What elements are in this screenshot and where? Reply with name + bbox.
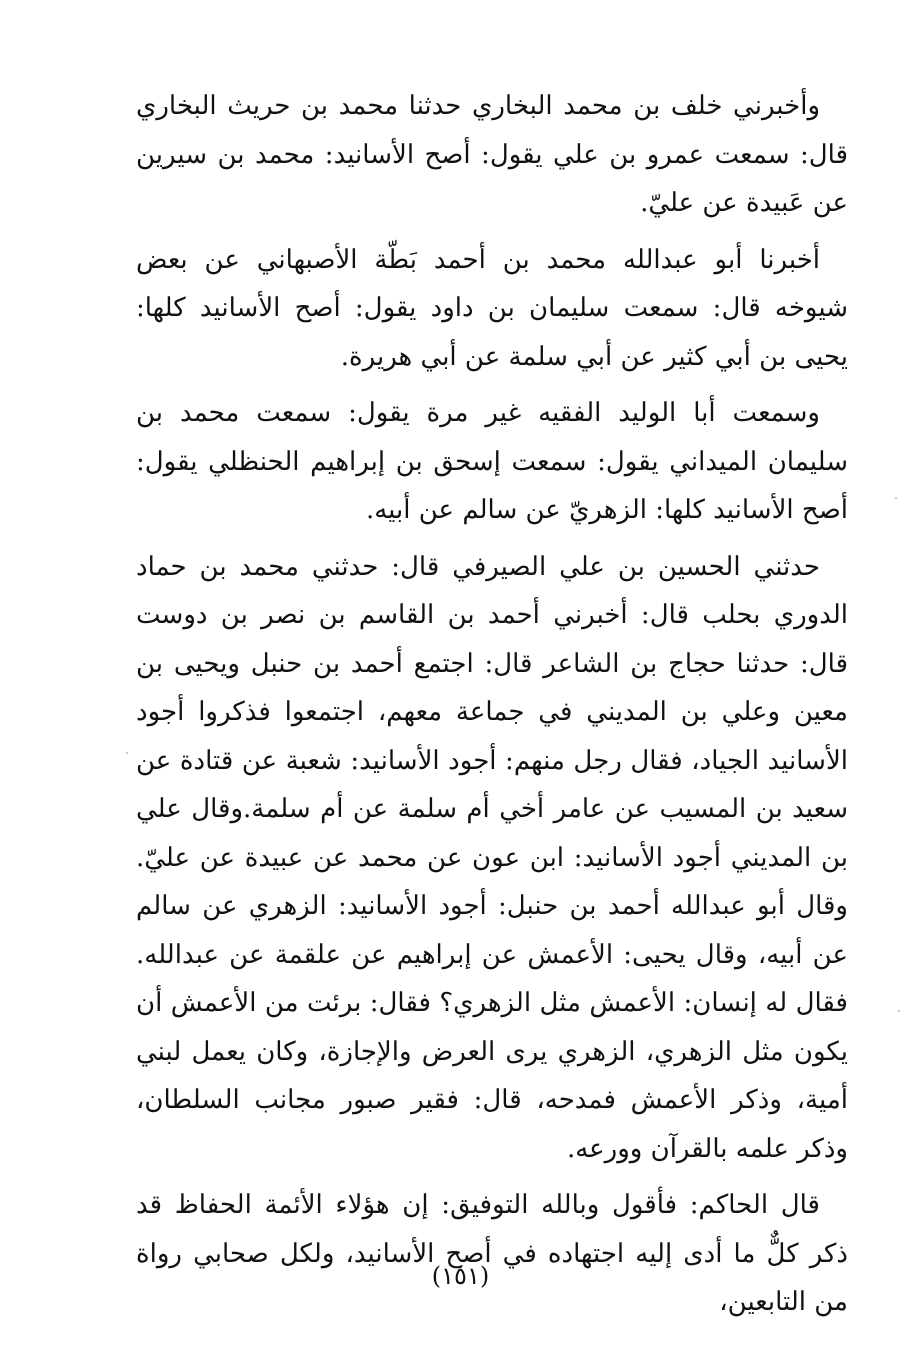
scan-speck [126, 752, 128, 754]
paragraph-5: قال الحاكم: فأقول وبالله التوفيق: إن هؤلاء الأئمة الحفاظ قد ذكر كلٌّ ما أدى إليه اجتهاده في أصح الأسانيد، ولكل صحابي رواة من التابعين، [136, 1190, 848, 1317]
body-text [136, 82, 848, 1335]
paragraph-2: أخبرنا أبو عبدالله محمد بن أحمد بَطّة الأصبهاني عن بعض شيوخه قال: سمعت سليمان بن داود يقول: أصح الأسانيد كلها: يحيى بن أبي كثير عن أبي سلمة عن أبي هريرة. [136, 244, 848, 372]
page-number: (١٥١) [431, 1262, 490, 1290]
paragraph-1: وأخبرني خلف بن محمد البخاري حدثنا محمد بن حريث البخاري قال: سمعت عمرو بن علي يقول: أصح الأسانيد: محمد بن سيرين عن عَبيدة عن عليّ. [136, 91, 848, 218]
paragraph-4: حدثني الحسين بن علي الصيرفي قال: حدثني محمد بن حماد الدوري بحلب قال: أخبرني أحمد بن القاسم بن نصر بن دوست قال: حدثنا حجاج بن الشاعر قال: اجتمع أحمد بن حنبل ويحيى بن معين وعلي بن المديني في جماعة معهم، اجتمعوا فذكروا أجود الأسانيد الجياد، فقال رجل منهم: أجود الأسانيد: شعبة عن قتادة عن سعيد بن المسيب عن عامر أخي أم سلمة عن أم سلمة.وقال علي بن المديني أجود الأسانيد: ابن عون عن محمد عن عبيدة عن عليّ. وقال أبو عبدالله أحمد بن حنبل: أجود الأسانيد: الزهري عن سالم عن أبيه، وقال يحيى: الأعمش عن إبراهيم عن علقمة عن عبدالله. فقال له إنسان: الأعمش مثل الزهري؟ فقال: برئت من الأعمش أن يكون مثل الزهري، الزهري يرى العرض والإجازة، وكان يعمل لبني أمية، وذكر الأعمش فمدحه، قال: فقير صبور مجانب السلطان، وذكر علمه بالقرآن وورعه. [136, 551, 848, 1164]
scan-speck [895, 497, 897, 499]
paragraph-3: وسمعت أبا الوليد الفقيه غير مرة يقول: سمعت محمد بن سليمان الميداني يقول: سمعت إسحق بن إبراهيم الحنظلي يقول: أصح الأسانيد كلها: الزهريّ عن سالم عن أبيه. [136, 398, 848, 525]
scan-speck [898, 1010, 900, 1012]
